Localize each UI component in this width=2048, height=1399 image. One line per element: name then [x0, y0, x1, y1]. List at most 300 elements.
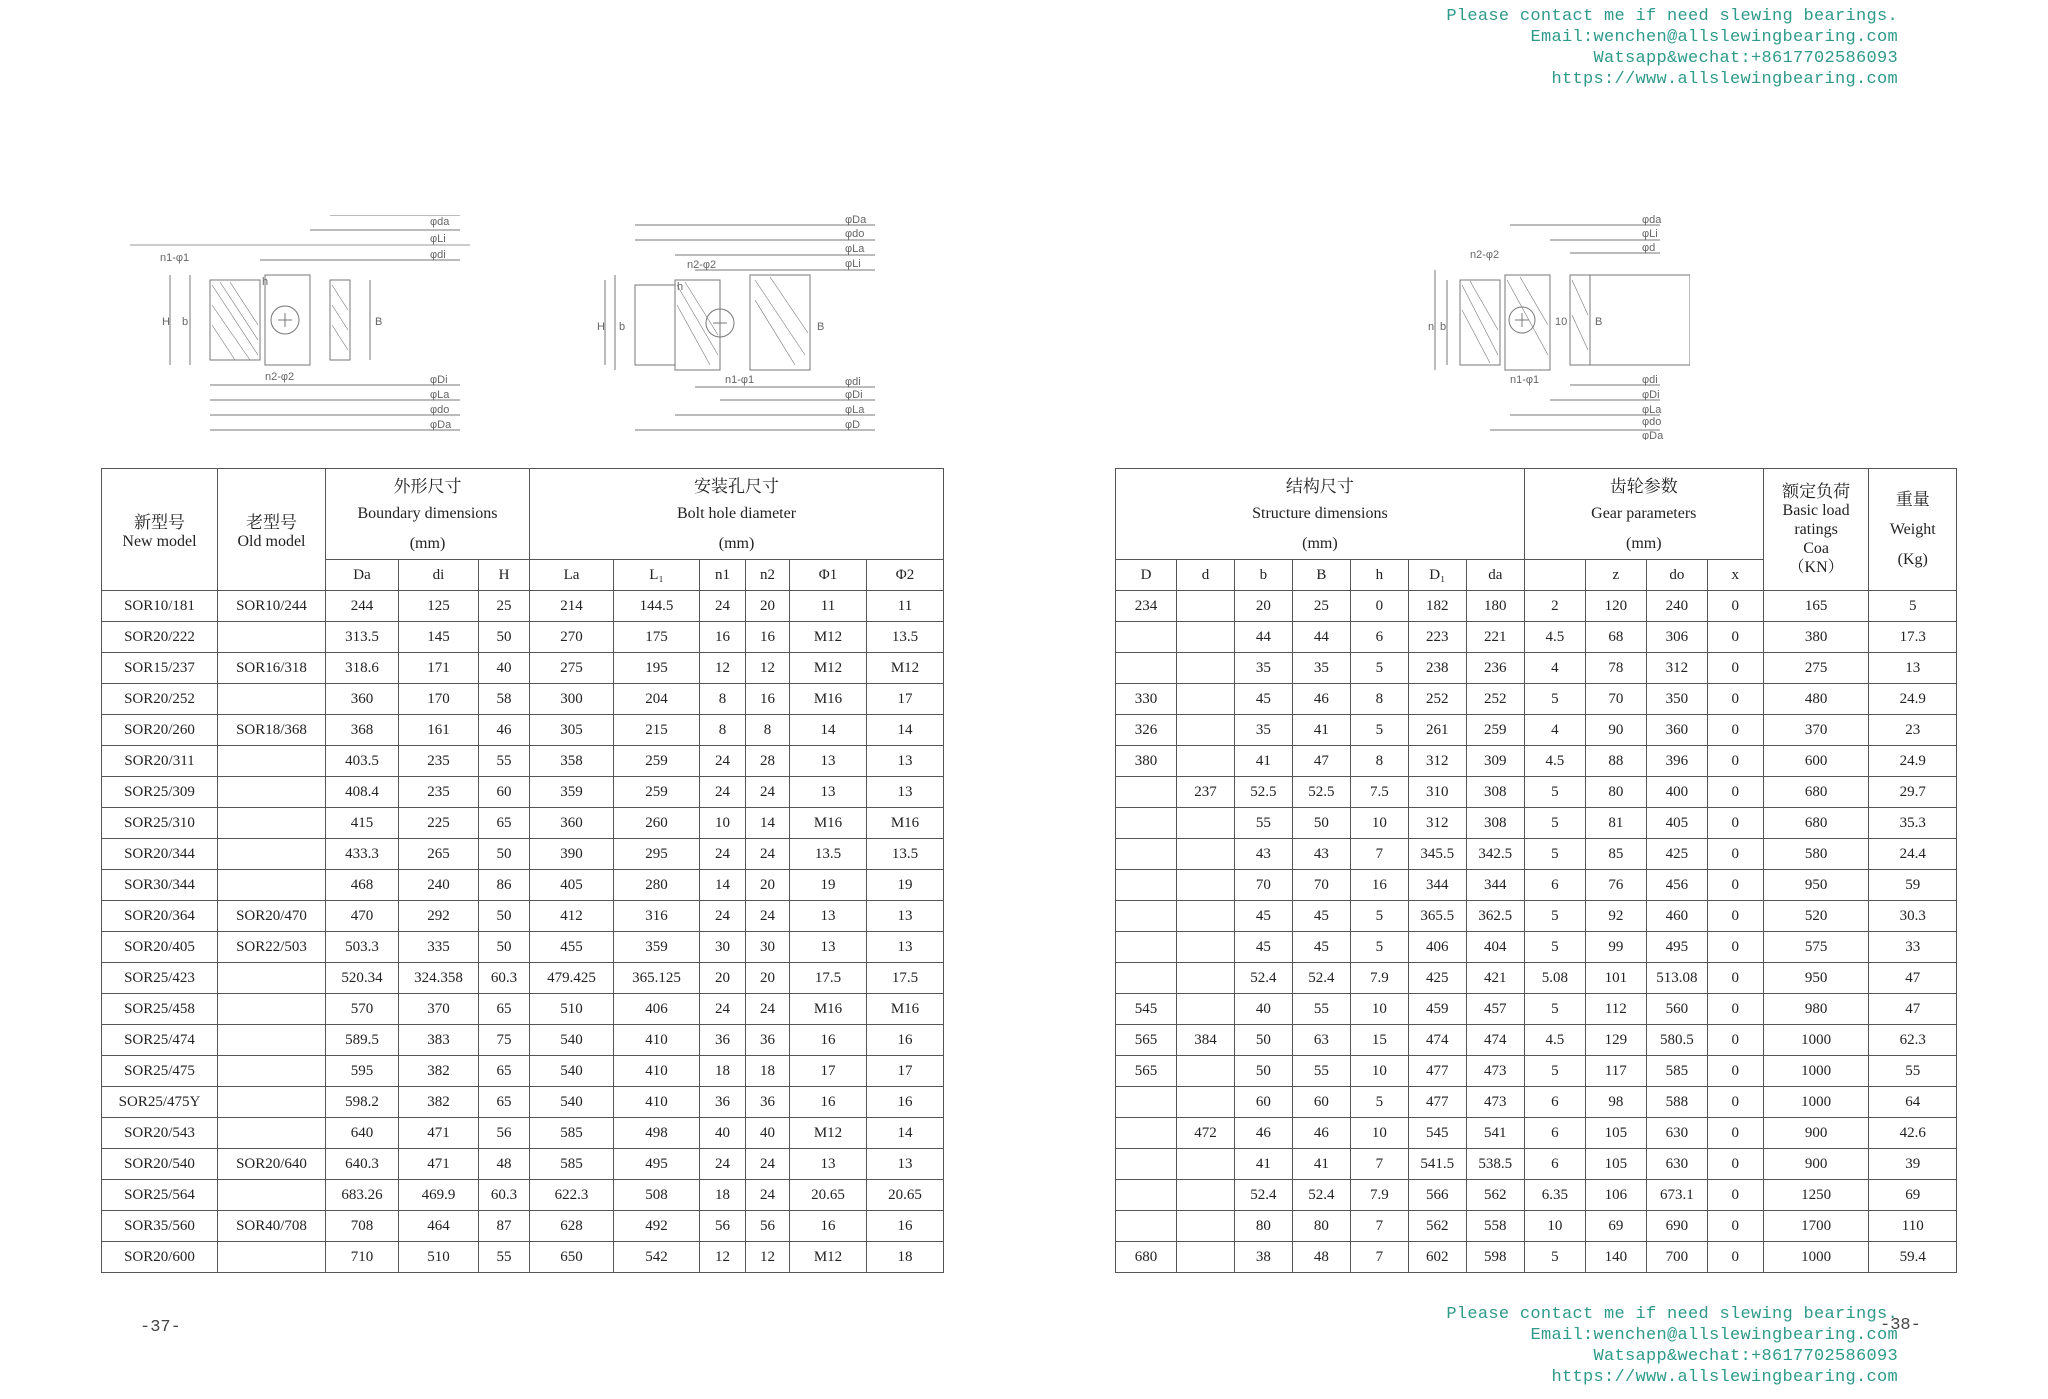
left-table-cell: 195: [614, 653, 700, 684]
col-B: B: [1292, 560, 1350, 591]
diagram2-label-do: φdo: [845, 228, 865, 240]
left-table-row: [102, 994, 944, 1025]
header-new-model-cn: 新型号: [134, 513, 185, 532]
right-table-cell: 165: [1763, 591, 1869, 622]
right-table-cell: 55: [1292, 1056, 1350, 1087]
left-table-cell: SOR25/310: [102, 808, 218, 839]
left-table-cell: 24: [700, 1149, 746, 1180]
right-table-cell: 312: [1646, 653, 1707, 684]
right-table-cell: 404: [1466, 932, 1524, 963]
right-table-cell: 380: [1116, 746, 1177, 777]
right-table-cell: 35.3: [1869, 808, 1957, 839]
diagram1-label-H: H: [162, 316, 170, 328]
right-table-cell: 473: [1466, 1087, 1524, 1118]
right-table-cell: 275: [1763, 653, 1869, 684]
left-table-cell: [218, 963, 326, 994]
right-table-cell: 541.5: [1408, 1149, 1466, 1180]
right-table-cell: 8: [1350, 684, 1408, 715]
right-table-cell: 0: [1707, 901, 1763, 932]
left-table-cell: 589.5: [326, 1025, 399, 1056]
right-table-cell: 680: [1116, 1242, 1177, 1273]
left-table-row: [102, 746, 944, 777]
right-table-cell: 6: [1350, 622, 1408, 653]
right-table-cell: 23: [1869, 715, 1957, 746]
right-table-row: [1116, 1118, 1957, 1149]
left-table-cell: 171: [399, 653, 479, 684]
right-table-cell: 20: [1234, 591, 1292, 622]
right-table-cell: 344: [1466, 870, 1524, 901]
right-table-cell: 0: [1707, 932, 1763, 963]
left-table-cell: 13.5: [867, 839, 944, 870]
left-table-cell: 48: [479, 1149, 530, 1180]
right-table-cell: 425: [1646, 839, 1707, 870]
diagram1-label-n2: n2-φ2: [265, 371, 295, 383]
left-table-cell: 175: [614, 622, 700, 653]
diagram3-label-n2: n2-φ2: [1470, 249, 1500, 261]
right-table-cell: 182: [1408, 591, 1466, 622]
left-table-cell: 16: [700, 622, 746, 653]
left-table-cell: 65: [479, 1056, 530, 1087]
right-table-cell: 330: [1116, 684, 1177, 715]
right-table-cell: [1116, 777, 1177, 808]
diagram3-label-B: B: [1595, 316, 1603, 328]
right-table-cell: 223: [1408, 622, 1466, 653]
left-table-cell: 50: [479, 932, 530, 963]
right-table-cell: 45: [1292, 932, 1350, 963]
header-gear-unit: (mm): [1524, 529, 1763, 560]
left-table-cell: SOR20/344: [102, 839, 218, 870]
col-L1: L₁: [614, 560, 700, 591]
diagram1-label-n1: n1-φ1: [160, 252, 190, 264]
right-table-cell: [1116, 839, 1177, 870]
right-table-cell: 10: [1350, 1056, 1408, 1087]
right-table-cell: 110: [1869, 1211, 1957, 1242]
left-table-cell: 25: [479, 591, 530, 622]
left-table-cell: 20: [700, 963, 746, 994]
left-table-cell: 161: [399, 715, 479, 746]
left-table-cell: 260: [614, 808, 700, 839]
left-table-cell: 13: [790, 932, 867, 963]
left-table-cell: 86: [479, 870, 530, 901]
left-table-row: [102, 901, 944, 932]
left-table-cell: [218, 870, 326, 901]
right-table-cell: 7.9: [1350, 963, 1408, 994]
col-n1: n1: [700, 560, 746, 591]
bearing-diagram-1: [130, 215, 470, 440]
right-table-cell: 47: [1869, 994, 1957, 1025]
left-table-cell: 640.3: [326, 1149, 399, 1180]
right-table-cell: 62.3: [1869, 1025, 1957, 1056]
left-table-cell: 13.5: [867, 622, 944, 653]
right-table-cell: 70: [1585, 684, 1646, 715]
right-table-cell: 370: [1763, 715, 1869, 746]
left-table-cell: [218, 746, 326, 777]
right-table-cell: 0: [1707, 1211, 1763, 1242]
diagram3-label-n: n: [1428, 321, 1435, 333]
right-table-cell: 0: [1707, 591, 1763, 622]
left-table-cell: 170: [399, 684, 479, 715]
left-table-cell: 16: [867, 1087, 944, 1118]
left-table-cell: 11: [867, 591, 944, 622]
right-table-cell: [1177, 932, 1235, 963]
col-di: di: [399, 560, 479, 591]
left-table-cell: 36: [700, 1087, 746, 1118]
right-table-cell: 5: [1350, 715, 1408, 746]
right-table-cell: 45: [1234, 684, 1292, 715]
left-table-cell: 410: [614, 1087, 700, 1118]
right-table-cell: 80: [1234, 1211, 1292, 1242]
header-load: [1763, 469, 1869, 591]
right-table-row: [1116, 1087, 1957, 1118]
left-table-cell: 36: [700, 1025, 746, 1056]
right-table-cell: 10: [1524, 1211, 1585, 1242]
right-table-cell: 10: [1350, 1118, 1408, 1149]
diagram1-label-h: h: [262, 276, 269, 288]
right-table-cell: [1177, 1180, 1235, 1211]
left-table-cell: 300: [530, 684, 614, 715]
left-table-cell: 24: [746, 1149, 790, 1180]
left-table-cell: [218, 622, 326, 653]
left-table-cell: 24: [700, 994, 746, 1025]
right-table-cell: 326: [1116, 715, 1177, 746]
left-table-cell: 13: [867, 746, 944, 777]
right-table-cell: [1177, 901, 1235, 932]
diagram2-label-n1: n1-φ1: [725, 374, 755, 386]
right-table-cell: 16: [1350, 870, 1408, 901]
left-table-cell: 40: [479, 653, 530, 684]
page-number-right: -38-: [1880, 1316, 1921, 1335]
left-table-cell: 479.425: [530, 963, 614, 994]
left-table-cell: 24: [700, 777, 746, 808]
col-do: do: [1646, 560, 1707, 591]
left-table-cell: 17: [867, 1056, 944, 1087]
left-table-cell: 383: [399, 1025, 479, 1056]
left-table-cell: 295: [614, 839, 700, 870]
right-table-cell: 48: [1292, 1242, 1350, 1273]
diagram2-label-h: h: [677, 281, 684, 293]
right-table-cell: 99: [1585, 932, 1646, 963]
right-table-cell: [1177, 1211, 1235, 1242]
left-table-cell: 24: [746, 777, 790, 808]
left-table-row: [102, 777, 944, 808]
right-table-cell: [1177, 1056, 1235, 1087]
left-table-row: [102, 1118, 944, 1149]
left-table-cell: SOR20/640: [218, 1149, 326, 1180]
right-table-cell: [1116, 1211, 1177, 1242]
right-table-cell: 7: [1350, 1211, 1408, 1242]
left-table-cell: [218, 808, 326, 839]
right-table-cell: 140: [1585, 1242, 1646, 1273]
left-table-row: [102, 1242, 944, 1273]
left-table-cell: 13: [867, 901, 944, 932]
diagram2-label-La2: φLa: [845, 404, 865, 416]
left-table-cell: 542: [614, 1242, 700, 1273]
right-table-cell: 6.35: [1524, 1180, 1585, 1211]
right-table-row: [1116, 715, 1957, 746]
header-bolt-en: Bolt hole diameter: [530, 499, 944, 529]
left-table-cell: 622.3: [530, 1180, 614, 1211]
right-table-cell: 33: [1869, 932, 1957, 963]
right-table-cell: 221: [1466, 622, 1524, 653]
right-table-cell: 5: [1524, 994, 1585, 1025]
col-phi1: Φ1: [790, 560, 867, 591]
right-table-cell: 237: [1177, 777, 1235, 808]
left-table-cell: [218, 994, 326, 1025]
right-table-cell: [1177, 1087, 1235, 1118]
left-table-cell: 17: [790, 1056, 867, 1087]
left-table-cell: 12: [700, 653, 746, 684]
right-table-cell: 5: [1350, 1087, 1408, 1118]
left-table-cell: 24: [746, 994, 790, 1025]
contact-phone-bottom: Watsapp&wechat:+8617702586093: [1593, 1347, 1898, 1366]
left-table-cell: 410: [614, 1056, 700, 1087]
left-table-cell: SOR25/564: [102, 1180, 218, 1211]
left-table-cell: 17: [867, 684, 944, 715]
right-table-cell: [1116, 870, 1177, 901]
header-boundary-unit: (mm): [326, 529, 530, 560]
diagram3-label-La: φLa: [1642, 404, 1662, 416]
diagram3-label-do: φdo: [1642, 416, 1662, 428]
right-table-cell: 24.9: [1869, 746, 1957, 777]
right-table-cell: 558: [1466, 1211, 1524, 1242]
right-table-cell: 105: [1585, 1149, 1646, 1180]
left-table-row: [102, 1211, 944, 1242]
right-table-cell: 50: [1234, 1056, 1292, 1087]
right-table-cell: 60: [1292, 1087, 1350, 1118]
right-table-cell: 50: [1234, 1025, 1292, 1056]
right-table-cell: 7: [1350, 839, 1408, 870]
left-table-cell: 359: [614, 932, 700, 963]
left-table-cell: 30: [746, 932, 790, 963]
right-table-row: [1116, 1056, 1957, 1087]
left-table-cell: 8: [746, 715, 790, 746]
left-table-cell: 464: [399, 1211, 479, 1242]
right-table-cell: 5: [1524, 1242, 1585, 1273]
left-table-cell: 16: [790, 1211, 867, 1242]
right-table-cell: 495: [1646, 932, 1707, 963]
right-table-cell: 1250: [1763, 1180, 1869, 1211]
left-table-cell: M12: [790, 1242, 867, 1273]
left-table-cell: 20: [746, 963, 790, 994]
left-table-cell: 16: [790, 1025, 867, 1056]
col-H: H: [479, 560, 530, 591]
left-table-cell: [218, 1180, 326, 1211]
right-table-cell: 5: [1869, 591, 1957, 622]
right-table-cell: 0: [1707, 963, 1763, 994]
diagram1-label-do: φdo: [430, 404, 450, 416]
left-table-cell: SOR15/237: [102, 653, 218, 684]
left-table-cell: 8: [700, 684, 746, 715]
left-table-cell: 585: [530, 1149, 614, 1180]
right-table-cell: 7.9: [1350, 1180, 1408, 1211]
header-gear-en: Gear parameters: [1524, 499, 1763, 529]
right-table-cell: 545: [1408, 1118, 1466, 1149]
right-table-row: [1116, 622, 1957, 653]
left-table-cell: M16: [790, 994, 867, 1025]
right-table-cell: 344: [1408, 870, 1466, 901]
right-table-cell: 0: [1707, 1149, 1763, 1180]
right-table-cell: 7: [1350, 1242, 1408, 1273]
left-table-cell: 18: [700, 1180, 746, 1211]
right-table-cell: 35: [1292, 653, 1350, 684]
right-table-row: [1116, 684, 1957, 715]
right-table-cell: 1000: [1763, 1025, 1869, 1056]
left-table-cell: 214: [530, 591, 614, 622]
right-table-cell: 0: [1707, 839, 1763, 870]
left-table-cell: 24: [700, 746, 746, 777]
left-table-row: [102, 1149, 944, 1180]
right-table-cell: 460: [1646, 901, 1707, 932]
left-table-cell: 13: [867, 777, 944, 808]
right-table-cell: [1116, 1118, 1177, 1149]
right-table-cell: 46: [1234, 1118, 1292, 1149]
right-table-cell: 360: [1646, 715, 1707, 746]
left-table-cell: 358: [530, 746, 614, 777]
right-table-cell: 1000: [1763, 1087, 1869, 1118]
right-table-cell: 80: [1585, 777, 1646, 808]
diagram2-label-n2: n2-φ2: [687, 259, 717, 271]
right-table-cell: 598: [1466, 1242, 1524, 1273]
right-table-row: [1116, 932, 1957, 963]
right-table-cell: 425: [1408, 963, 1466, 994]
right-table-cell: 5.08: [1524, 963, 1585, 994]
right-table-cell: 105: [1585, 1118, 1646, 1149]
right-table-cell: 406: [1408, 932, 1466, 963]
right-table-cell: 70: [1234, 870, 1292, 901]
right-table-cell: 0: [1707, 994, 1763, 1025]
left-table-cell: 540: [530, 1056, 614, 1087]
left-table-cell: 360: [326, 684, 399, 715]
left-table-cell: 244: [326, 591, 399, 622]
header-structure-en: Structure dimensions: [1116, 499, 1525, 529]
right-table-cell: 238: [1408, 653, 1466, 684]
right-table-cell: 10: [1350, 808, 1408, 839]
diagram1-label-Di: φDi: [430, 374, 448, 386]
left-table-cell: 412: [530, 901, 614, 932]
left-table-cell: 270: [530, 622, 614, 653]
right-table-cell: 680: [1763, 777, 1869, 808]
left-table-cell: 324.358: [399, 963, 479, 994]
left-table-cell: 65: [479, 1087, 530, 1118]
header-boundary-en: Boundary dimensions: [326, 499, 530, 529]
right-table-row: [1116, 777, 1957, 808]
right-table-cell: 2: [1524, 591, 1585, 622]
left-table-cell: 13.5: [790, 839, 867, 870]
left-table-cell: [218, 1087, 326, 1118]
right-table-cell: [1177, 1242, 1235, 1273]
right-table-cell: 575: [1763, 932, 1869, 963]
left-table-cell: SOR20/600: [102, 1242, 218, 1273]
diagram3-label-Di: φDi: [1642, 389, 1660, 401]
right-table-cell: 477: [1408, 1056, 1466, 1087]
header-load-unit: （KN）: [1788, 559, 1844, 576]
right-table-cell: 0: [1707, 1242, 1763, 1273]
right-table-cell: 342.5: [1466, 839, 1524, 870]
right-table-row: [1116, 653, 1957, 684]
left-table-cell: 145: [399, 622, 479, 653]
left-table-cell: 56: [746, 1211, 790, 1242]
diagram2-label-B: B: [817, 321, 825, 333]
left-table-row: [102, 808, 944, 839]
right-table-cell: 236: [1466, 653, 1524, 684]
left-table-cell: 10: [700, 808, 746, 839]
left-table-cell: 14: [867, 1118, 944, 1149]
left-table-cell: SOR25/475Y: [102, 1087, 218, 1118]
right-table-cell: 129: [1585, 1025, 1646, 1056]
left-table-cell: 382: [399, 1056, 479, 1087]
header-weight-unit: (Kg): [1897, 550, 1928, 568]
right-table-cell: 580.5: [1646, 1025, 1707, 1056]
right-table-cell: 365.5: [1408, 901, 1466, 932]
left-table-cell: [218, 777, 326, 808]
diagram3-label-d: φd: [1642, 242, 1656, 254]
right-table-cell: 261: [1408, 715, 1466, 746]
right-table-cell: 52.5: [1292, 777, 1350, 808]
right-table-cell: 81: [1585, 808, 1646, 839]
right-table-row: [1116, 1025, 1957, 1056]
right-table-cell: 5: [1524, 839, 1585, 870]
right-table-cell: 90: [1585, 715, 1646, 746]
col-z: z: [1585, 560, 1646, 591]
left-table-cell: 24: [700, 839, 746, 870]
right-table-cell: [1116, 1149, 1177, 1180]
diagram3-label-10: 10: [1555, 316, 1568, 328]
left-table-cell: SOR20/470: [218, 901, 326, 932]
right-table-cell: 0: [1707, 715, 1763, 746]
right-table-cell: [1177, 653, 1235, 684]
right-table-cell: 4.5: [1524, 622, 1585, 653]
left-table-cell: 13: [790, 746, 867, 777]
contact-website: https://www.allslewingbearing.com: [1551, 70, 1898, 89]
bearing-diagram-2: [595, 215, 895, 440]
left-table-cell: 275: [530, 653, 614, 684]
right-table-cell: [1177, 591, 1235, 622]
left-table-cell: M16: [867, 994, 944, 1025]
right-table-cell: 44: [1234, 622, 1292, 653]
left-table-cell: 17.5: [867, 963, 944, 994]
left-table-cell: SOR20/364: [102, 901, 218, 932]
left-table-cell: 316: [614, 901, 700, 932]
right-table-cell: 0: [1707, 1056, 1763, 1087]
contact-website-bottom: https://www.allslewingbearing.com: [1551, 1368, 1898, 1387]
left-table-cell: 510: [399, 1242, 479, 1273]
right-table-cell: 0: [1707, 1087, 1763, 1118]
left-table-cell: 30: [700, 932, 746, 963]
left-table-cell: 56: [479, 1118, 530, 1149]
left-table-cell: [218, 684, 326, 715]
contact-phone: Watsapp&wechat:+8617702586093: [1593, 49, 1898, 68]
left-table-cell: 708: [326, 1211, 399, 1242]
left-table-cell: 40: [746, 1118, 790, 1149]
right-table-cell: [1116, 932, 1177, 963]
right-table-cell: 308: [1466, 777, 1524, 808]
header-structure-cn: 结构尺寸: [1116, 469, 1525, 500]
left-table-cell: 75: [479, 1025, 530, 1056]
left-table-cell: 540: [530, 1025, 614, 1056]
right-table-cell: 0: [1707, 684, 1763, 715]
right-table-cell: 588: [1646, 1087, 1707, 1118]
right-table-cell: 76: [1585, 870, 1646, 901]
right-table-row: [1116, 1149, 1957, 1180]
contact-block-bottom: [1446, 1304, 1898, 1388]
right-table-cell: 380: [1763, 622, 1869, 653]
right-table-cell: [1177, 622, 1235, 653]
left-table-cell: 24: [746, 1180, 790, 1211]
left-table-cell: 55: [479, 746, 530, 777]
right-table-cell: 405: [1646, 808, 1707, 839]
right-table-cell: 541: [1466, 1118, 1524, 1149]
left-table-cell: 50: [479, 839, 530, 870]
